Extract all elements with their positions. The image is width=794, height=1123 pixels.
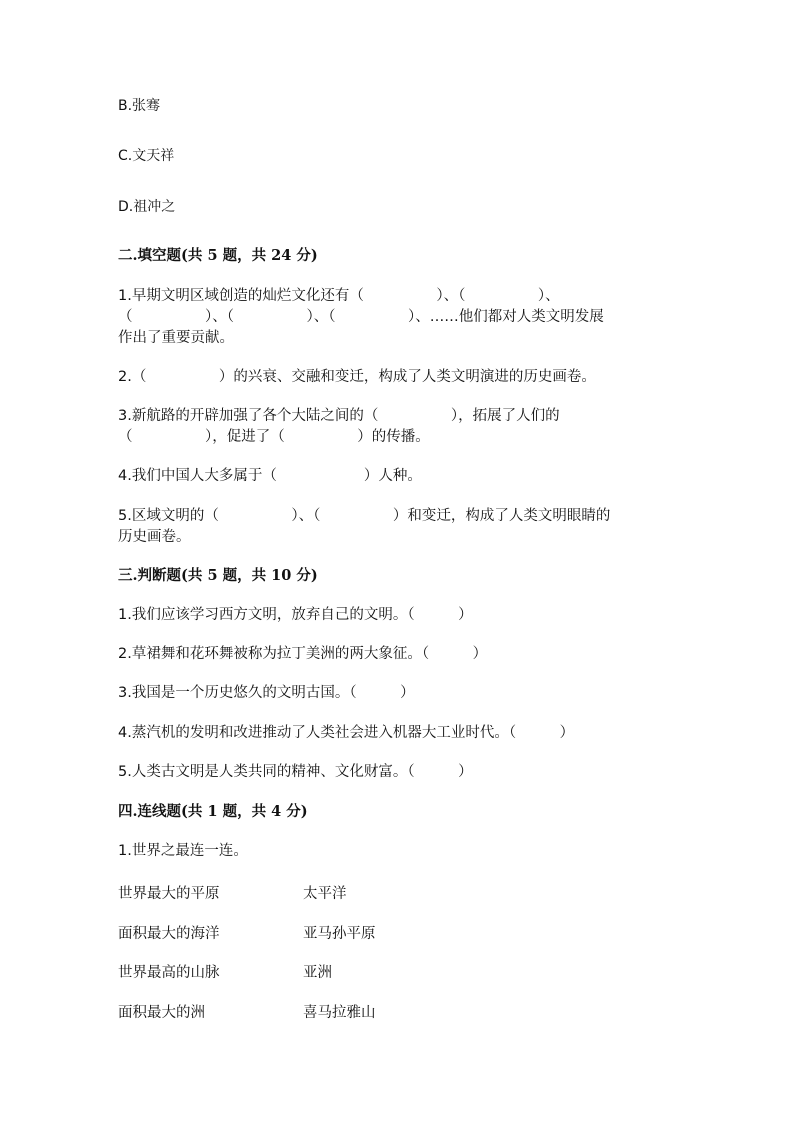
- judge-q5: 5.人类古文明是人类共同的精神、文化财富。（ ）: [118, 764, 473, 780]
- fill-q1-line2: （ ）、（ ）、（ ）、……他们都对人类文明发展: [118, 309, 604, 325]
- judge-q3: 3.我国是一个历史悠久的文明古国。（ ）: [118, 685, 415, 701]
- section-heading-judgment: 三.判断题(共 5 题，共 10 分): [118, 567, 318, 584]
- fill-q3-line2: （ ），促进了（ ）的传播。: [118, 429, 430, 445]
- option-b: B.张骞: [118, 98, 161, 114]
- match-right-3: 亚洲: [303, 965, 332, 981]
- fill-q5-line2: 历史画卷。: [118, 529, 191, 545]
- option-c: C.文天祥: [118, 148, 175, 164]
- fill-q3-line1: 3.新航路的开辟加强了各个大陆之间的（ ），拓展了人们的: [118, 408, 560, 424]
- fill-q1-line3: 作出了重要贡献。: [118, 330, 234, 346]
- option-d: D.祖冲之: [118, 199, 176, 215]
- match-left-4: 面积最大的洲: [118, 1005, 205, 1021]
- match-q1: 1.世界之最连一连。: [118, 843, 248, 859]
- fill-q4: 4.我们中国人大多属于（ ）人种。: [118, 468, 422, 484]
- fill-q5-line1: 5.区域文明的（ ）、（ ）和变迁，构成了人类文明眼睛的: [118, 508, 611, 524]
- judge-q1: 1.我们应该学习西方文明，放弃自己的文明。（ ）: [118, 607, 473, 623]
- match-right-4: 喜马拉雅山: [303, 1005, 376, 1021]
- fill-q1-line1: 1.早期文明区域创造的灿烂文化还有（ ）、（ ）、: [118, 288, 560, 304]
- match-left-1: 世界最大的平原: [118, 886, 220, 902]
- section-heading-fill-blank: 二.填空题(共 5 题，共 24 分): [118, 247, 318, 264]
- judge-q4: 4.蒸汽机的发明和改进推动了人类社会进入机器大工业时代。（ ）: [118, 725, 575, 741]
- match-left-2: 面积最大的海洋: [118, 926, 220, 942]
- section-heading-matching: 四.连线题(共 1 题，共 4 分): [118, 803, 308, 820]
- judge-q2: 2.草裙舞和花环舞被称为拉丁美洲的两大象征。（ ）: [118, 646, 488, 662]
- match-right-1: 太平洋: [303, 886, 347, 902]
- match-right-2: 亚马孙平原: [303, 926, 376, 942]
- match-left-3: 世界最高的山脉: [118, 965, 220, 981]
- fill-q2: 2.（ ）的兴衰、交融和变迁，构成了人类文明演进的历史画卷。: [118, 369, 596, 385]
